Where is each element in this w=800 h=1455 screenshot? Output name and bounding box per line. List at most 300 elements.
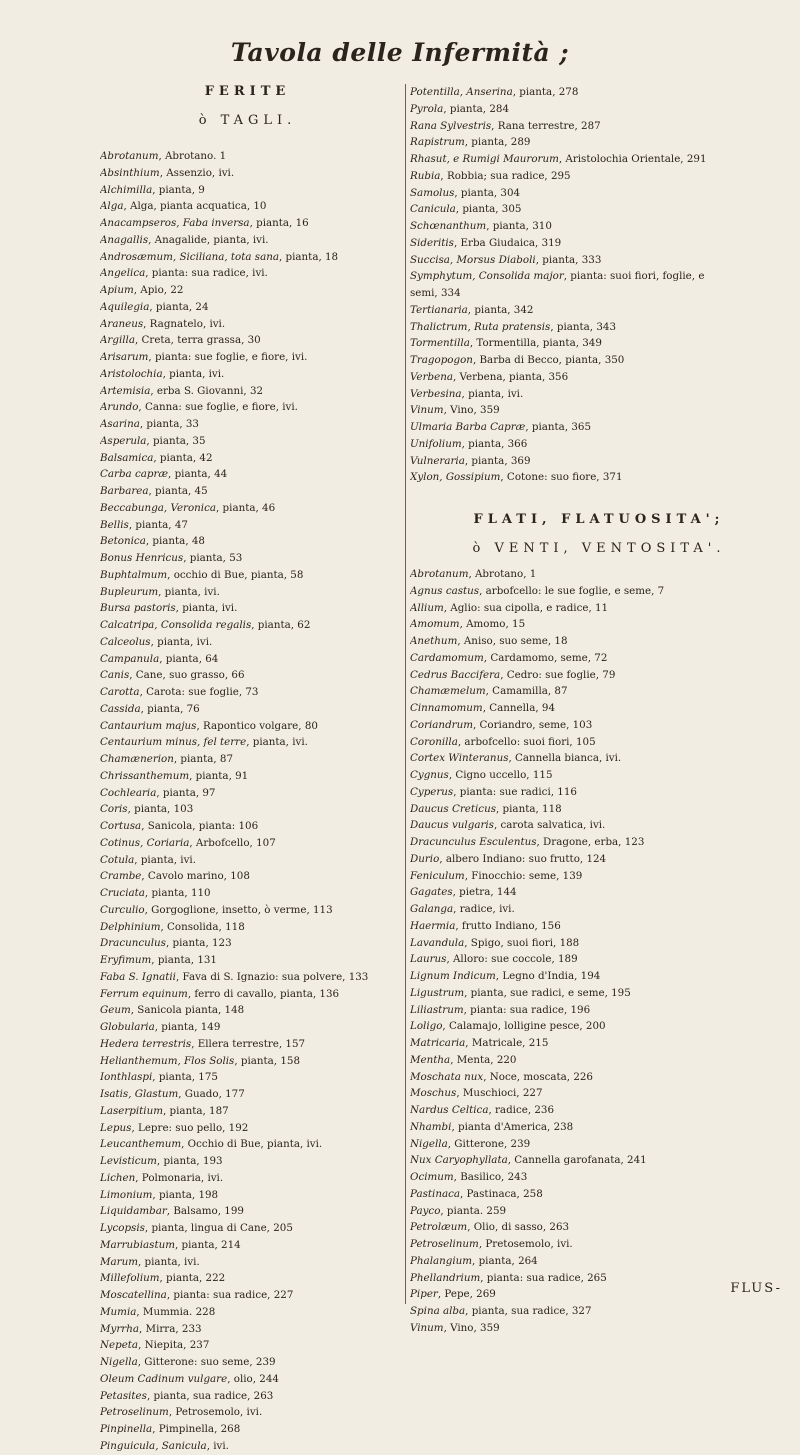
entry-latin-name: Allium (410, 601, 444, 614)
entry-description: , Carota: sue foglie, 73 (139, 686, 259, 698)
entry-latin-name: Bellis (100, 518, 129, 531)
index-entry (100, 969, 395, 986)
entry-latin-name: Pinpinella (100, 1423, 153, 1435)
index-entry (410, 369, 788, 386)
index-entry (100, 533, 395, 550)
entry-latin-name: Galanga (410, 903, 454, 915)
entry-latin-name: Vulneraria (410, 454, 465, 467)
entry-description: , Pimpinella, 268 (152, 1423, 241, 1435)
index-entry (410, 84, 788, 101)
entry-latin-name: Cardamomum (410, 651, 484, 664)
entry-latin-name: Vinum (410, 1321, 444, 1334)
index-entry (100, 198, 395, 215)
entry-description: , pianta, 123 (165, 937, 232, 950)
index-entry (410, 1236, 788, 1253)
entry-description: , Rana terrestre, 287 (491, 119, 601, 132)
index-entry (410, 683, 788, 700)
entry-latin-name: Petrolæum (410, 1221, 468, 1234)
entry-description: , pianta, 87 (173, 753, 234, 765)
entry-description: , pianta, 193 (156, 1155, 223, 1167)
entry-latin-name: Piper (410, 1288, 438, 1301)
entry-latin-name: Araneus (100, 317, 144, 330)
index-entry (100, 433, 395, 450)
index-entry (410, 918, 788, 935)
entry-latin-name: Argilla (100, 334, 135, 347)
index-entry (100, 1053, 395, 1070)
index-entry (410, 1136, 788, 1153)
entry-latin-name: Campanula (100, 652, 160, 665)
entry-description: , pianta, ivi. (150, 635, 213, 648)
entry-description: , Occhio di Bue, pianta, ivi. (181, 1138, 323, 1151)
entry-description: , Amomo, 15 (459, 618, 526, 631)
entry-description: , Dragone, erba, 123 (536, 836, 645, 848)
index-entry (100, 1237, 395, 1254)
entry-latin-name: Tertianaria (410, 303, 468, 316)
index-entry (410, 750, 788, 767)
entry-description: , pianta: sua radice, ivi. (145, 267, 268, 280)
entry-latin-name: Marum (100, 1255, 138, 1268)
entry-latin-name: Faba S. Ignatii (100, 970, 176, 983)
entry-description: , pianta, 62 (251, 619, 311, 631)
entry-description: , pianta, 45 (148, 485, 208, 497)
index-entry (410, 168, 788, 185)
entry-latin-name: Bonus Henricus (100, 552, 184, 564)
entry-latin-name: Arundo (100, 401, 139, 414)
index-entry (100, 1153, 395, 1170)
entry-latin-name: Beccabunga, Veronica (100, 501, 217, 514)
index-entry (100, 383, 395, 400)
entry-latin-name: Lycopsis (100, 1222, 145, 1234)
index-entry (100, 1036, 395, 1053)
entry-latin-name: Chamæmelum (410, 685, 486, 698)
entry-latin-name: Tragopogon (410, 354, 473, 366)
entry-latin-name: Dracunculus (100, 937, 166, 950)
entry-description: , Sanicola, pianta: 106 (141, 820, 259, 832)
entry-latin-name: Delphinium (100, 920, 161, 933)
entry-description: , Canna: sue foglie, e fiore, ivi. (138, 401, 298, 414)
index-entry (410, 834, 788, 851)
entry-latin-name: Canicula (410, 203, 456, 216)
index-entry (100, 366, 395, 383)
index-entry (410, 1052, 788, 1069)
catchword: FLUS- (730, 1281, 782, 1296)
entry-description: , Calamajo, lolligine pesce, 200 (442, 1020, 606, 1033)
index-entry (410, 285, 788, 302)
entry-description: , pianta: sue radici, 116 (453, 785, 577, 798)
entry-latin-name: Cortex Winteranus (410, 752, 509, 765)
index-entry (410, 801, 788, 818)
entry-description: , Legno d'India, 194 (495, 970, 601, 982)
entry-description: , pianta, ivi. (158, 585, 220, 598)
entry-latin-name: Carotta (100, 686, 140, 698)
index-entry (100, 165, 395, 182)
section-subtitle-ferite: ò TAGLI. (198, 113, 297, 128)
index-entry (410, 650, 788, 667)
entry-description: , pianta, 278 (512, 86, 579, 98)
entry-description: , Gorgoglione, insetto, ò verme, 113 (144, 903, 333, 916)
index-entry (410, 951, 788, 968)
index-entry (410, 985, 788, 1002)
index-entry (410, 1253, 788, 1270)
index-entry (410, 633, 788, 650)
entry-description: , Fava di S. Ignazio: sua polvere, 133 (175, 970, 369, 983)
entry-latin-name: Sideritis (410, 236, 454, 249)
entry-description: , pianta, 198 (152, 1188, 219, 1201)
entry-latin-name: Laserpitium (100, 1104, 163, 1117)
entry-latin-name: Asarina (100, 418, 140, 430)
entry-latin-name: Amomum (410, 618, 460, 631)
entry-description: , Cavolo marino, 108 (141, 870, 250, 883)
entry-latin-name: Tormentilla (410, 337, 470, 350)
entry-latin-name: Liquidambar (100, 1205, 167, 1218)
entry-description: , pianta, ivi. (134, 853, 196, 866)
entry-description: , Balsamo, 199 (166, 1205, 244, 1218)
entry-latin-name: Calcatripa, Consolida regalis (100, 619, 252, 631)
entry-latin-name: Marrubiastum (100, 1238, 175, 1251)
entry-latin-name: Schœnanthum (410, 220, 487, 232)
index-entry (100, 902, 395, 919)
entry-latin-name: Coronilla (410, 735, 458, 748)
entry-description: , pianta, 33 (139, 418, 199, 430)
entry-latin-name: Ferrum equinum (100, 987, 188, 1000)
entry-latin-name: Payco (410, 1204, 441, 1217)
entry-latin-name: Phalangium (410, 1254, 473, 1267)
entry-description: , pianta, sua radice, 263 (146, 1389, 274, 1402)
entry-description: , pianta, 18 (278, 250, 339, 263)
left-column (100, 84, 395, 1455)
entry-description: , pianta, 64 (159, 652, 219, 665)
index-entry (100, 751, 395, 768)
entry-latin-name: Cotinus, Coriaria (100, 836, 190, 849)
index-entry (410, 1152, 788, 1169)
index-entry (100, 148, 395, 165)
entry-description: , pianta, sue radici, e seme, 195 (464, 986, 631, 999)
entry-description: , Gitterone: suo seme, 239 (137, 1356, 276, 1368)
index-entry (100, 282, 395, 299)
entry-description: , Ellera terrestre, 157 (191, 1037, 306, 1050)
index-entry (410, 717, 788, 734)
entry-latin-name: Leucanthemum (100, 1138, 182, 1151)
entry-latin-name: Asperula (100, 434, 147, 447)
entry-description: , pianta, 222 (159, 1272, 226, 1285)
index-entry (410, 252, 788, 269)
entry-latin-name: Levisticum (100, 1155, 157, 1167)
entry-description: , Cigno uccello, 115 (448, 769, 553, 781)
entry-description: , pianta, 305 (455, 203, 522, 216)
index-entry (410, 767, 788, 784)
entry-description: , pianta. 259 (440, 1204, 507, 1217)
index-entry (100, 215, 395, 232)
index-entry (410, 583, 788, 600)
entry-description: , Tormentilla, pianta, 349 (469, 337, 602, 350)
index-entry (410, 218, 788, 235)
entry-description: , Cane, suo grasso, 66 (129, 669, 245, 682)
index-entry (100, 1002, 395, 1019)
entry-description: , Finocchio: seme, 139 (464, 869, 583, 882)
index-entry (100, 1321, 395, 1338)
entry-description: , Sanicola pianta, 148 (130, 1004, 245, 1017)
entry-description: , arbofcello: le sue foglie, e seme, 7 (479, 584, 665, 597)
entry-latin-name: Millefolium (100, 1272, 160, 1285)
index-entry (100, 1304, 395, 1321)
entry-latin-name: Anacampseros, Faba inversa (100, 217, 250, 229)
entry-description: , pianta, 44 (168, 468, 228, 481)
entry-description: , Cedro: sue foglie, 79 (500, 668, 616, 681)
index-entry (100, 768, 395, 785)
entry-latin-name: Artemisia (100, 384, 151, 397)
entry-description: , pianta, 35 (146, 434, 206, 447)
entry-description: , Alga, pianta acquatica, 10 (123, 200, 267, 213)
index-entry (410, 352, 788, 369)
index-entry (100, 316, 395, 333)
index-entry (100, 500, 395, 517)
entry-description: , Assenzio, ivi. (159, 166, 235, 179)
entry-description: , ivi. (206, 1439, 229, 1452)
index-entry (100, 667, 395, 684)
index-entry (410, 1085, 788, 1102)
index-entry (410, 667, 788, 684)
entry-description: , pietra, 144 (452, 886, 517, 899)
entry-latin-name: Moscatellina (100, 1289, 167, 1301)
entry-latin-name: Petroselinum (410, 1238, 479, 1250)
entry-latin-name: Ulmaria Barba Capræ (410, 421, 526, 433)
entry-latin-name: Balsamica (100, 451, 154, 464)
entry-latin-name: Succisa, Morsus Diaboli (410, 253, 536, 266)
index-entry (410, 1169, 788, 1186)
column-divider (405, 84, 406, 1304)
entry-latin-name: Thalictrum, Ruta pratensis (410, 320, 551, 333)
index-entry (410, 335, 788, 352)
entry-description: , Lepre: suo pello, 192 (131, 1121, 249, 1134)
entry-description: , pianta: sua radice, 196 (463, 1003, 591, 1016)
entry-latin-name: Daucus Creticus (410, 802, 496, 815)
entry-latin-name: Nux Caryophyllata (410, 1154, 508, 1167)
index-entry (410, 118, 788, 135)
entry-latin-name: Lignum Indicum (410, 970, 496, 982)
index-entry (100, 1388, 395, 1405)
index-entry (410, 817, 788, 834)
entry-latin-name: Vinum (410, 404, 444, 417)
entry-description: , pianta, 175 (152, 1071, 218, 1084)
entry-description: , Gitterone, 239 (447, 1137, 531, 1150)
index-entry (410, 101, 788, 118)
index-entry (100, 701, 395, 718)
index-entry (100, 232, 395, 249)
index-entry (100, 868, 395, 885)
entry-latin-name: Moschata nux (410, 1070, 484, 1083)
entry-latin-name: Arisarum (100, 351, 149, 363)
index-entry (100, 1187, 395, 1204)
entry-description: , Polmonaria, ivi. (135, 1171, 224, 1184)
index-entry (100, 1019, 395, 1036)
entry-latin-name: Calceolus (100, 635, 151, 648)
entry-description: , occhio di Bue, pianta, 58 (167, 568, 304, 581)
entry-description: , pianta, 366 (461, 437, 528, 450)
entry-latin-name: Chrissanthemum (100, 769, 190, 782)
entry-description: , pianta, 53 (183, 552, 243, 564)
entry-description: , pianta, 118 (496, 802, 562, 815)
entry-latin-name: Unifolium (410, 437, 462, 450)
entry-latin-name: Eryfimum (100, 954, 152, 966)
entry-description: , Vino, 359 (443, 404, 500, 417)
index-entry (100, 651, 395, 668)
entry-description: , pianta, 103 (127, 803, 194, 816)
entry-latin-name: Dracunculus Esculentus (410, 836, 537, 848)
entry-description: , pianta, ivi. (175, 602, 238, 615)
entry-latin-name: Mentha (410, 1053, 451, 1066)
index-entry (410, 302, 788, 319)
index-entry (100, 1371, 395, 1388)
index-entry (100, 1136, 395, 1153)
entry-description: , Menta, 220 (450, 1053, 517, 1066)
index-entry (100, 1421, 395, 1438)
entry-description: , pianta, ivi. (162, 367, 225, 380)
entry-description: , Barba di Becco, pianta, 350 (472, 354, 625, 366)
index-entry (410, 151, 788, 168)
entry-latin-name: Verbena (410, 370, 453, 383)
entry-description: , pianta, 158 (234, 1054, 301, 1067)
index-entry (410, 1102, 788, 1119)
index-entry (100, 919, 395, 936)
index-entry (410, 1320, 788, 1337)
entry-latin-name: Cedrus Baccifera (410, 668, 501, 681)
index-entry (100, 801, 395, 818)
entry-description: , Alloro: sue coccole, 189 (446, 953, 578, 966)
index-entry (410, 851, 788, 868)
index-entry (100, 617, 395, 634)
entry-latin-name: Pyrola (410, 102, 444, 115)
entry-latin-name: Abrotanum (410, 568, 469, 580)
index-entry (100, 182, 395, 199)
entry-latin-name: Oleum Cadinum vulgare (100, 1372, 228, 1385)
entry-latin-name: Nigella (410, 1137, 448, 1150)
entry-latin-name: Aquilegia (100, 300, 150, 313)
index-entry (410, 700, 788, 717)
index-entry (100, 1337, 395, 1354)
entry-description: , pianta, 310 (486, 220, 552, 232)
entry-latin-name: Gagates (410, 886, 453, 899)
entry-description: , pianta, 289 (464, 136, 531, 149)
index-entry (100, 852, 395, 869)
entry-latin-name: Agnus castus (410, 584, 480, 597)
entry-latin-name: Moschus (410, 1087, 457, 1100)
index-entry (410, 734, 788, 751)
index-entry (100, 1270, 395, 1287)
entry-description: , pianta, ivi. (246, 736, 308, 749)
entry-latin-name: Bupleurum (100, 585, 159, 598)
entry-description: , Guado, 177 (178, 1088, 245, 1100)
entry-description: , pianta, 47 (128, 518, 188, 531)
entry-latin-name: Pastinaca (410, 1187, 460, 1200)
index-entry (100, 885, 395, 902)
entry-description: , Arbofcello, 107 (189, 836, 276, 849)
entry-latin-name: Rubia (410, 169, 441, 182)
entry-latin-name: Daucus vulgaris (410, 819, 494, 832)
index-entry (100, 265, 395, 282)
entry-description: , pianta: suoi fiori, foglie, e (563, 270, 705, 283)
entry-description: , Muschioci, 227 (456, 1087, 543, 1100)
index-entry (100, 1254, 395, 1271)
entry-description: , Pepe, 269 (437, 1288, 496, 1301)
index-entry (100, 466, 395, 483)
entry-latin-name: Coriandrum (410, 718, 473, 731)
entry-latin-name: Hedera terrestris (100, 1037, 192, 1050)
page-title: Tavola delle Infermità ; (230, 38, 570, 67)
entry-latin-name: Laurus (410, 953, 447, 966)
entry-description: , pianta, 264 (472, 1254, 538, 1267)
entry-latin-name: Loligo (410, 1020, 443, 1033)
index-entry (100, 1103, 395, 1120)
entry-latin-name: Petroselinum (100, 1406, 169, 1419)
entry-description: , olio, 244 (227, 1372, 279, 1385)
index-entry (100, 399, 395, 416)
index-entry (410, 968, 788, 985)
index-entry (100, 1086, 395, 1103)
entry-description: , pianta, 214 (175, 1238, 241, 1251)
entry-description: , Consolida, 118 (160, 920, 245, 933)
entry-description: , Aniso, suo seme, 18 (457, 635, 568, 647)
entry-description: , albero Indiano: suo frutto, 124 (439, 852, 607, 865)
entry-description: , radice, ivi. (453, 903, 515, 915)
entry-description: , pianta, 284 (443, 102, 509, 115)
entry-description: , Vino, 359 (443, 1321, 500, 1334)
entry-description: , pianta, lingua di Cane, 205 (144, 1222, 293, 1234)
entry-description: , Erba Giudaica, 319 (453, 236, 562, 249)
index-entry (100, 416, 395, 433)
entry-description: semi, 334 (410, 287, 461, 299)
entry-description: , pianta: sua radice, 227 (166, 1289, 294, 1301)
index-entry (410, 185, 788, 202)
index-entry (100, 584, 395, 601)
entry-latin-name: Pinguicula, Sanicula (100, 1439, 207, 1452)
entry-latin-name: Cassida (100, 702, 141, 715)
index-entry (410, 868, 788, 885)
entry-description: , pianta, 16 (249, 217, 309, 229)
entry-description: , Cannella garofanata, 241 (507, 1154, 647, 1167)
entry-latin-name: Myrrha (100, 1322, 139, 1335)
index-entry (100, 634, 395, 651)
entry-latin-name: Isatis, Glastum (100, 1088, 179, 1100)
index-entry (100, 1069, 395, 1086)
entry-latin-name: Androsæmum, Siciliana, tota sana (100, 250, 279, 263)
entry-description: , pianta, 46 (216, 501, 276, 514)
index-entry (410, 268, 788, 285)
index-entry (100, 1354, 395, 1371)
index-entry (100, 249, 395, 266)
index-entry (100, 1220, 395, 1237)
index-entry (410, 566, 788, 583)
entry-description: , pianta, ivi. (138, 1255, 200, 1268)
entry-latin-name: Anethum (410, 635, 458, 647)
entry-description: , Rapontico volgare, 80 (196, 719, 318, 732)
entry-description: , pianta, 365 (525, 421, 592, 433)
index-entry (410, 1035, 788, 1052)
entry-latin-name: Matricaria (410, 1037, 466, 1049)
index-entry (100, 483, 395, 500)
entry-latin-name: Nigella (100, 1356, 138, 1368)
index-entry (410, 616, 788, 633)
entry-latin-name: Spina alba (410, 1305, 466, 1317)
entry-description: , Coriandro, seme, 103 (472, 718, 593, 731)
entry-description: , pianta d'America, 238 (451, 1120, 574, 1133)
index-entry (100, 450, 395, 467)
entry-description: , pianta, 131 (151, 954, 217, 966)
index-entry (410, 402, 788, 419)
entry-latin-name: Coris (100, 803, 128, 816)
index-entry (410, 1219, 788, 1236)
entry-description: , Mirra, 233 (138, 1322, 202, 1335)
entry-description: , pianta, 97 (156, 786, 216, 799)
